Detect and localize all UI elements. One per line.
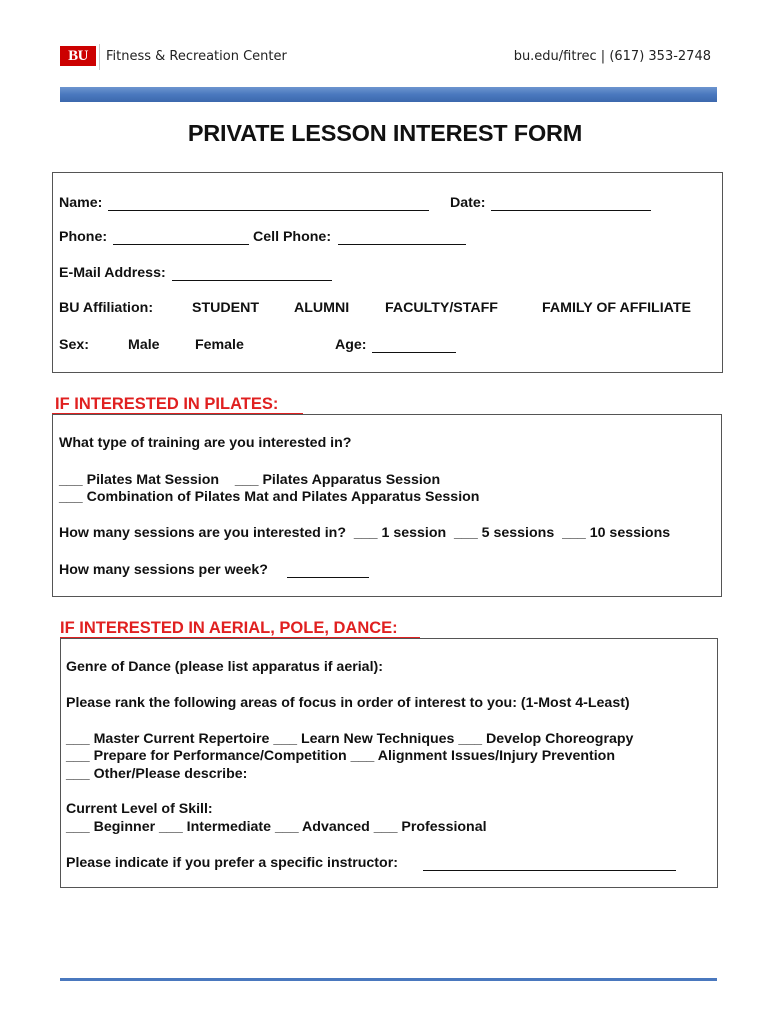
sex-option-female[interactable]: Female xyxy=(195,337,244,353)
contact-info: bu.edu/fitrec | (617) 353-2748 xyxy=(513,49,711,64)
pilates-heading: IF INTERESTED IN PILATES: xyxy=(55,395,279,413)
pilates-option-row-2[interactable]: ___ Combination of Pilates Mat and Pilates Apparatus Session xyxy=(59,489,480,505)
name-label: Name: xyxy=(59,195,103,211)
affiliation-option-faculty-staff[interactable]: FACULTY/STAFF xyxy=(385,300,498,316)
affiliation-option-alumni[interactable]: ALUMNI xyxy=(294,300,350,316)
email-label: E-Mail Address: xyxy=(59,265,166,281)
training-type-question: What type of training are you interested in? xyxy=(59,435,352,451)
phone-field[interactable] xyxy=(113,244,249,245)
cell-phone-label: Cell Phone: xyxy=(253,229,332,245)
skill-label: Current Level of Skill: xyxy=(66,801,213,817)
dance-heading: IF INTERESTED IN AERIAL, POLE, DANCE: xyxy=(60,619,398,637)
header-band xyxy=(60,87,717,102)
logo-divider xyxy=(99,44,100,70)
instructor-field[interactable] xyxy=(423,870,676,871)
age-label: Age: xyxy=(335,337,367,353)
bu-logo: BU xyxy=(60,46,96,66)
email-field[interactable] xyxy=(172,280,332,281)
focus-row-2[interactable]: ___ Prepare for Performance/Competition ___ Alignment Issues/Injury Prevention xyxy=(66,748,616,764)
sex-label: Sex: xyxy=(59,337,89,353)
rank-question: Please rank the following areas of focus in order of interest to you: (1-Most 4-Least) xyxy=(66,695,630,711)
instructor-question: Please indicate if you prefer a specific instructor: xyxy=(66,855,398,871)
name-field[interactable] xyxy=(108,210,429,211)
age-field[interactable] xyxy=(372,352,456,353)
cell-phone-field[interactable] xyxy=(338,244,466,245)
org-name: Fitness & Recreation Center xyxy=(106,49,287,64)
sessions-question[interactable]: How many sessions are you interested in? ___ 1 session ___ 5 sessions ___ 10 sessions xyxy=(59,525,671,541)
affiliation-option-student[interactable]: STUDENT xyxy=(192,300,259,316)
date-label: Date: xyxy=(450,195,486,211)
sex-option-male[interactable]: Male xyxy=(128,337,160,353)
focus-row-1[interactable]: ___ Master Current Repertoire ___ Learn New Techniques ___ Develop Choreograpy xyxy=(66,731,634,747)
affiliation-label: BU Affiliation: xyxy=(59,300,154,316)
date-field[interactable] xyxy=(491,210,651,211)
per-week-question: How many sessions per week? xyxy=(59,562,268,578)
affiliation-option-family[interactable]: FAMILY OF AFFILIATE xyxy=(542,300,691,316)
phone-label: Phone: xyxy=(59,229,108,245)
pilates-option-row-1[interactable]: ___ Pilates Mat Session ___ Pilates Apparatus Session xyxy=(59,472,441,488)
footer-line xyxy=(60,978,717,981)
genre-question: Genre of Dance (please list apparatus if aerial): xyxy=(66,659,383,675)
focus-row-3[interactable]: ___ Other/Please describe: xyxy=(66,766,248,782)
skill-options[interactable]: ___ Beginner ___ Intermediate ___ Advanced ___ Professional xyxy=(66,819,487,835)
page-title: PRIVATE LESSON INTEREST FORM xyxy=(187,120,583,146)
per-week-field[interactable] xyxy=(287,577,369,578)
